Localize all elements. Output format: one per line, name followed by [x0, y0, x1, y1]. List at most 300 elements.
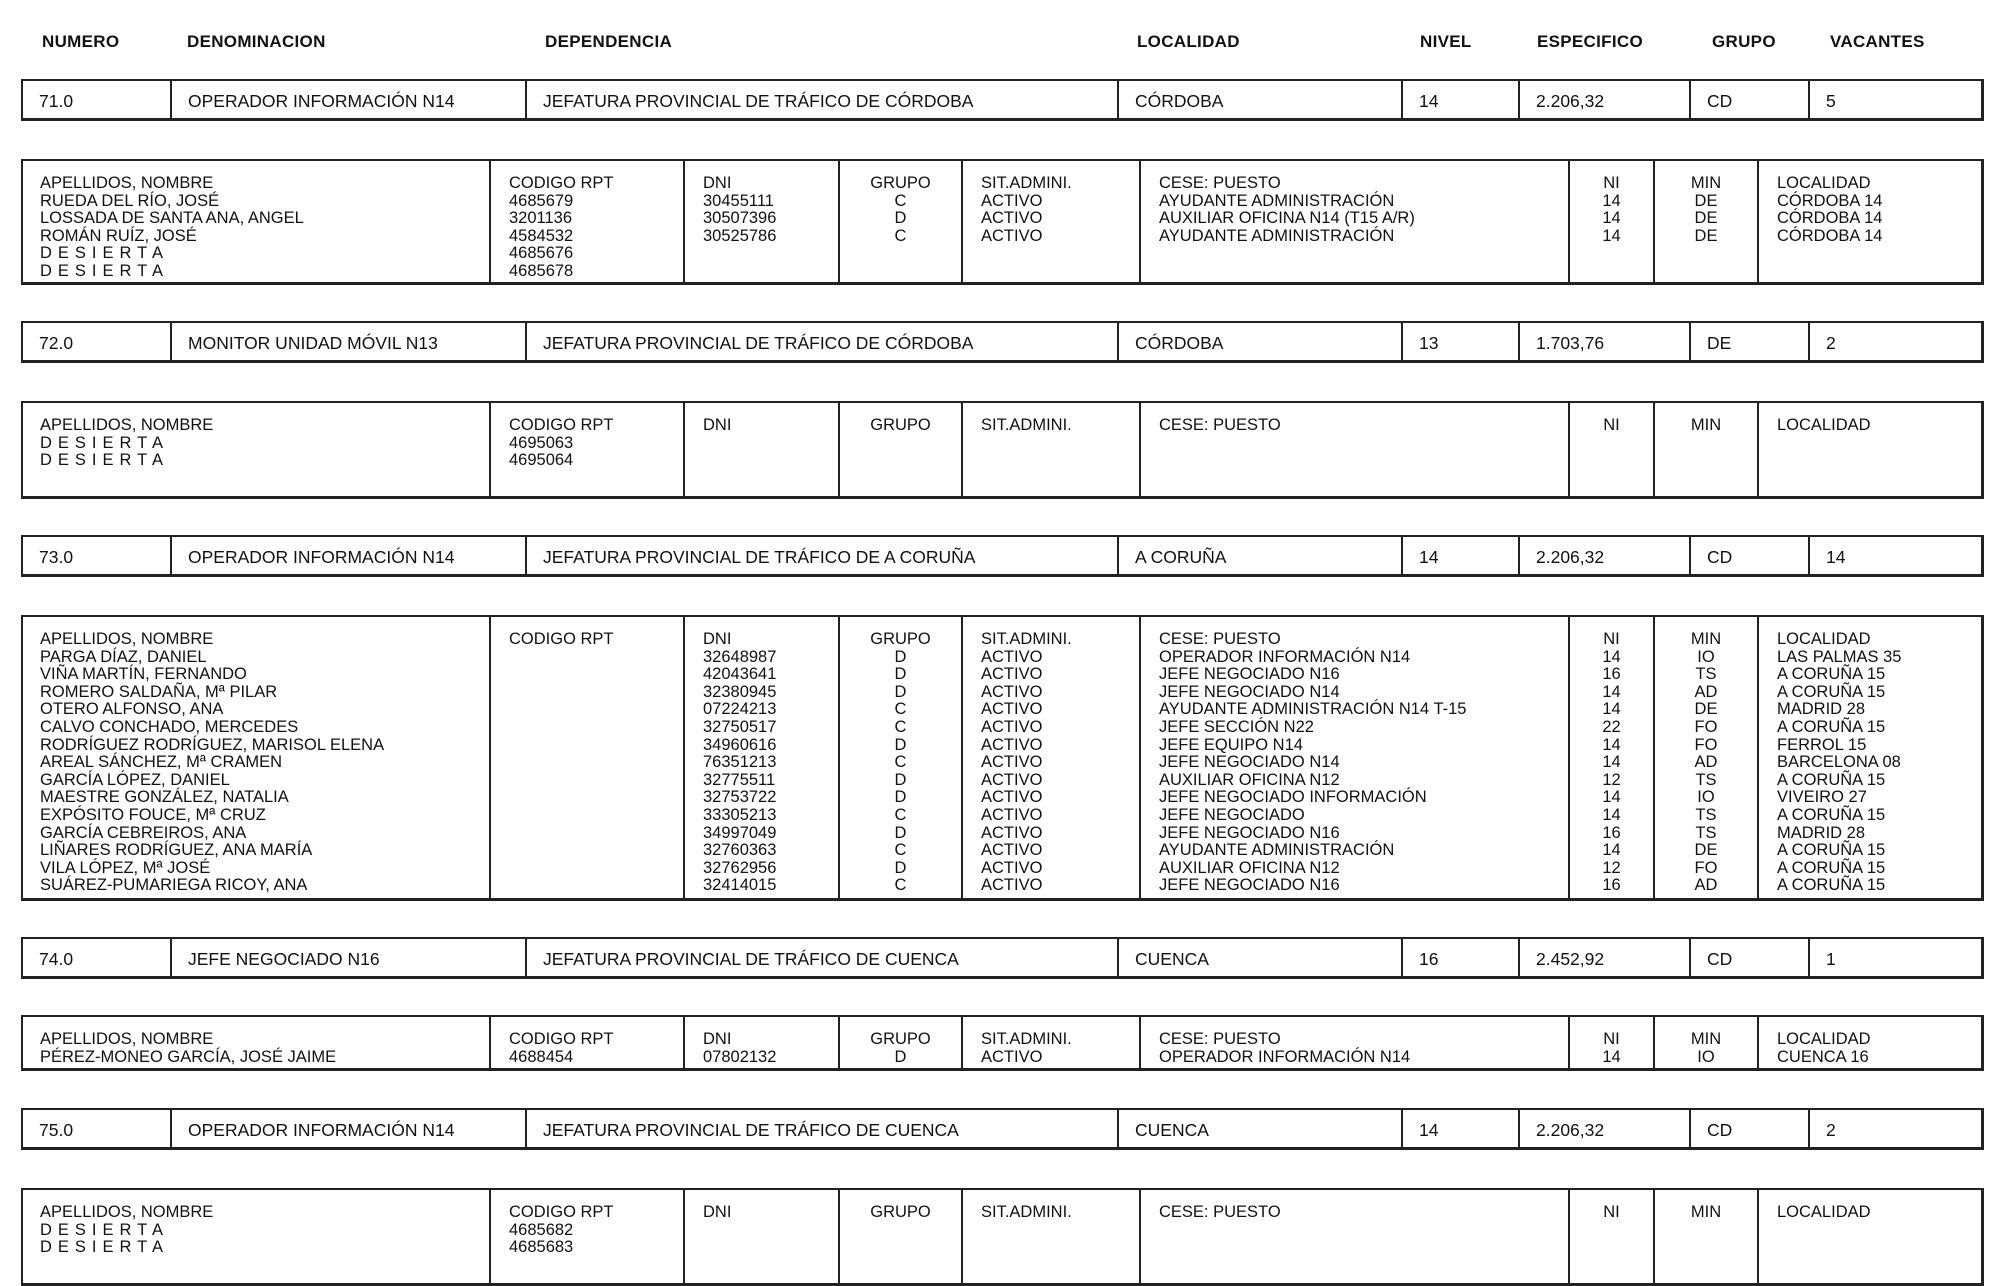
post-vacantes: 2	[1808, 1110, 1986, 1147]
candidate-cell-grupo: D	[894, 858, 907, 877]
candidate-cell-dni	[703, 1222, 838, 1240]
column-grupo	[838, 617, 961, 898]
column-localidad	[1757, 161, 1986, 282]
candidate-cell-localidad: A CORUÑA 15	[1777, 665, 1886, 684]
candidate-cell-ni: 14	[1602, 191, 1621, 210]
candidate-cell-apellidos: CALVO CONCHADO, MERCEDES	[40, 717, 299, 736]
candidate-cell-codigo: 4584532	[509, 226, 574, 245]
candidate-cell-localidad: FERROL 15	[1777, 735, 1867, 754]
candidate-cell-cese	[1159, 452, 1568, 470]
candidate-cell-cese	[1159, 245, 1568, 263]
column-sit	[961, 1190, 1139, 1283]
candidate-cell-dni: 34960616	[703, 735, 777, 754]
candidate-cell-grupo: D	[894, 770, 907, 789]
column-localidad	[1757, 617, 1986, 898]
candidate-cell-sit: ACTIVO	[981, 788, 1043, 807]
candidate-cell-ni: 12	[1602, 858, 1621, 877]
column-dni	[683, 1190, 838, 1283]
candidate-cell-cese: AYUDANTE ADMINISTRACIÓN	[1159, 841, 1395, 860]
candidate-cell-min: DE	[1694, 841, 1718, 860]
candidate-cell-codigo: 3201136	[509, 209, 573, 228]
candidate-cell-cese: OPERADOR INFORMACIÓN N14	[1159, 1047, 1411, 1066]
candidate-cell-ni: 14	[1602, 841, 1621, 860]
post-especifico: 2.206,32	[1518, 81, 1689, 118]
candidate-cell-min	[1655, 435, 1757, 453]
column-header-sit: SIT.ADMINI.	[981, 630, 1072, 648]
candidate-cell-dni: 76351213	[703, 753, 777, 772]
post-row	[21, 321, 1984, 363]
candidate-cell-apellidos: EXPÓSITO FOUCE, Mª CRUZ	[40, 805, 266, 824]
post-dependencia: JEFATURA PROVINCIAL DE TRÁFICO DE CUENCA	[525, 1110, 1117, 1147]
column-header-dni: DNI	[703, 630, 732, 648]
column-header-codigo: CODIGO RPT	[509, 174, 614, 192]
candidate-cell-apellidos: MAESTRE GONZÁLEZ, NATALIA	[40, 788, 289, 807]
candidate-cell-grupo	[840, 245, 961, 263]
candidate-cell-apellidos: RODRÍGUEZ RODRÍGUEZ, MARISOL ELENA	[40, 735, 385, 754]
column-header-cese: CESE: PUESTO	[1159, 1030, 1281, 1048]
candidate-cell-grupo	[840, 435, 961, 453]
candidate-cell-min: FO	[1694, 717, 1718, 736]
column-header-row	[0, 32, 2000, 58]
candidate-cell-min: DE	[1694, 209, 1718, 228]
candidate-cell-dni: 32648987	[703, 647, 777, 666]
column-header-min: MIN	[1690, 416, 1722, 434]
post-nivel: 14	[1401, 537, 1518, 574]
column-codigo	[489, 617, 683, 898]
post-denominacion: MONITOR UNIDAD MÓVIL N13	[170, 323, 525, 360]
candidate-cell-grupo: C	[894, 226, 907, 245]
post-vacantes: 14	[1808, 537, 1986, 574]
candidate-cell-dni: 33305213	[703, 805, 777, 824]
column-header-ni: NI	[1603, 630, 1620, 648]
candidate-cell-dni	[703, 1239, 838, 1257]
candidate-cell-ni: 16	[1602, 665, 1621, 684]
candidate-cell-localidad: A CORUÑA 15	[1777, 682, 1886, 701]
candidate-cell-cese: JEFE SECCIÓN N22	[1159, 717, 1314, 736]
column-header-codigo: CODIGO RPT	[509, 1030, 614, 1048]
candidate-cell-ni: 12	[1602, 770, 1621, 789]
candidates-table	[21, 1188, 1984, 1286]
post-numero: 73.0	[39, 547, 74, 567]
candidate-cell-ni: 14	[1602, 700, 1621, 719]
column-header-localidad: LOCALIDAD	[1777, 630, 1871, 648]
post-localidad: CÓRDOBA	[1117, 81, 1401, 118]
candidate-cell-localidad: A CORUÑA 15	[1777, 717, 1886, 736]
candidate-cell-cese: AUXILIAR OFICINA N14 (T15 A/R)	[1159, 209, 1415, 228]
post-denominacion: OPERADOR INFORMACIÓN N14	[170, 537, 525, 574]
column-sit	[961, 1017, 1139, 1068]
candidate-cell-dni	[703, 452, 838, 470]
column-min	[1653, 161, 1757, 282]
candidate-cell-dni: 30525786	[703, 226, 777, 245]
candidate-cell-grupo: C	[894, 876, 907, 895]
candidate-cell-min: FO	[1694, 735, 1718, 754]
column-apellidos	[23, 1190, 489, 1283]
column-header-codigo: CODIGO RPT	[509, 416, 614, 434]
column-codigo	[489, 161, 683, 282]
column-header-localidad: LOCALIDAD	[1777, 1030, 1871, 1048]
candidate-cell-dni: 30455111	[703, 191, 774, 210]
candidate-cell-sit: ACTIVO	[981, 647, 1043, 666]
candidate-cell-codigo	[509, 649, 683, 667]
candidate-cell-apellidos: LOSSADA DE SANTA ANA, ANGEL	[40, 209, 304, 228]
column-header-dni: DNI	[703, 1030, 732, 1048]
candidate-cell-codigo	[509, 737, 683, 755]
column-min	[1653, 1017, 1757, 1068]
candidate-cell-grupo: D	[894, 1047, 907, 1066]
header-grupo: GRUPO	[1712, 32, 1776, 51]
column-ni	[1568, 1017, 1653, 1068]
post-especifico: 2.206,32	[1518, 1110, 1689, 1147]
candidate-cell-cese: AYUDANTE ADMINISTRACIÓN	[1159, 191, 1395, 210]
candidate-cell-localidad: CÓRDOBA 14	[1777, 226, 1883, 245]
candidate-cell-sit	[981, 452, 1139, 470]
column-header-grupo: GRUPO	[870, 1030, 931, 1048]
candidate-cell-apellidos: SUÁREZ-PUMARIEGA RICOY, ANA	[40, 876, 308, 895]
header-numero: NUMERO	[42, 32, 120, 51]
column-header-dni: DNI	[703, 416, 732, 434]
header-denominacion: DENOMINACION	[187, 32, 326, 51]
candidate-cell-grupo	[840, 263, 961, 281]
candidate-cell-localidad: A CORUÑA 15	[1777, 770, 1886, 789]
post-localidad: CUENCA	[1117, 1110, 1401, 1147]
column-min	[1653, 403, 1757, 496]
candidate-cell-codigo: 4685683	[509, 1238, 574, 1257]
column-cese	[1139, 617, 1568, 898]
candidates-table	[21, 401, 1984, 499]
column-header-apellidos: APELLIDOS, NOMBRE	[40, 1030, 214, 1048]
column-header-localidad: LOCALIDAD	[1777, 174, 1871, 192]
candidate-cell-grupo: C	[894, 717, 907, 736]
post-especifico: 1.703,76	[1518, 323, 1689, 360]
candidate-cell-dni	[703, 263, 838, 281]
column-apellidos	[23, 617, 489, 898]
candidate-cell-cese: AUXILIAR OFICINA N12	[1159, 770, 1340, 789]
candidate-cell-localidad: A CORUÑA 15	[1777, 858, 1886, 877]
column-apellidos	[23, 403, 489, 496]
candidate-cell-ni: 14	[1602, 1047, 1621, 1066]
candidate-cell-ni: 14	[1602, 682, 1621, 701]
post-localidad: CÓRDOBA	[1117, 323, 1401, 360]
column-codigo	[489, 1190, 683, 1283]
candidate-cell-cese	[1159, 1222, 1568, 1240]
candidate-cell-sit: ACTIVO	[981, 858, 1043, 877]
post-numero: 75.0	[39, 1120, 74, 1140]
candidate-cell-grupo: D	[894, 823, 907, 842]
candidate-cell-cese: JEFE NEGOCIADO INFORMACIÓN	[1159, 788, 1427, 807]
candidate-cell-min: DE	[1694, 226, 1718, 245]
column-header-codigo: CODIGO RPT	[509, 630, 614, 648]
candidate-cell-grupo	[840, 452, 961, 470]
candidate-cell-sit: ACTIVO	[981, 823, 1043, 842]
column-header-cese: CESE: PUESTO	[1159, 1203, 1281, 1221]
column-ni	[1568, 403, 1653, 496]
column-codigo	[489, 1017, 683, 1068]
candidate-cell-ni: 14	[1602, 753, 1621, 772]
candidate-cell-sit: ACTIVO	[981, 805, 1043, 824]
candidate-cell-dni: 32753722	[703, 788, 777, 807]
column-grupo	[838, 403, 961, 496]
column-cese	[1139, 403, 1568, 496]
column-ni	[1568, 617, 1653, 898]
column-header-codigo: CODIGO RPT	[509, 1203, 614, 1221]
candidate-cell-codigo: 4695064	[509, 451, 574, 470]
column-header-cese: CESE: PUESTO	[1159, 630, 1281, 648]
candidate-cell-codigo: 4685679	[509, 191, 574, 210]
post-dependencia: JEFATURA PROVINCIAL DE TRÁFICO DE CUENCA	[525, 939, 1117, 976]
candidate-cell-ni	[1570, 245, 1653, 263]
post-especifico: 2.452,92	[1518, 939, 1689, 976]
candidate-cell-sit	[981, 1222, 1139, 1240]
candidate-cell-min: IO	[1697, 788, 1715, 807]
candidate-cell-min: IO	[1697, 647, 1715, 666]
column-header-min: MIN	[1690, 1030, 1722, 1048]
candidate-cell-sit	[981, 263, 1139, 281]
candidate-cell-min: AD	[1694, 876, 1718, 895]
candidate-cell-min: DE	[1694, 700, 1718, 719]
candidate-cell-apellidos: DESIERTA	[40, 1238, 169, 1257]
post-especifico: 2.206,32	[1518, 537, 1689, 574]
candidate-cell-codigo	[509, 719, 683, 737]
column-min	[1653, 617, 1757, 898]
candidate-cell-cese	[1159, 1239, 1568, 1257]
candidate-cell-sit: ACTIVO	[981, 700, 1043, 719]
column-header-localidad: LOCALIDAD	[1777, 1203, 1871, 1221]
candidate-cell-sit: ACTIVO	[981, 209, 1043, 228]
candidate-cell-apellidos: VIÑA MARTÍN, FERNANDO	[40, 665, 247, 684]
candidate-cell-localidad	[1777, 263, 1986, 281]
candidate-cell-grupo: C	[894, 191, 907, 210]
candidate-cell-apellidos: PARGA DÍAZ, DANIEL	[40, 647, 207, 666]
candidate-cell-apellidos: DESIERTA	[40, 1220, 169, 1239]
candidate-cell-localidad: CÓRDOBA 14	[1777, 209, 1883, 228]
candidate-cell-codigo	[509, 789, 683, 807]
header-nivel: NIVEL	[1420, 32, 1472, 51]
candidate-cell-localidad	[1777, 1239, 1986, 1257]
candidate-cell-sit: ACTIVO	[981, 1047, 1043, 1066]
column-header-sit: SIT.ADMINI.	[981, 174, 1072, 192]
candidate-cell-apellidos: AREAL SÁNCHEZ, Mª CRAMEN	[40, 753, 283, 772]
column-cese	[1139, 1017, 1568, 1068]
column-sit	[961, 161, 1139, 282]
candidate-cell-min	[1655, 1239, 1757, 1257]
candidate-cell-grupo	[840, 1239, 961, 1257]
column-header-sit: SIT.ADMINI.	[981, 416, 1072, 434]
candidate-cell-apellidos: GARCÍA LÓPEZ, DANIEL	[40, 770, 230, 789]
candidate-cell-sit: ACTIVO	[981, 717, 1043, 736]
candidate-cell-sit	[981, 435, 1139, 453]
column-header-grupo: GRUPO	[870, 630, 931, 648]
candidate-cell-localidad: VIVEIRO 27	[1777, 788, 1867, 807]
column-header-min: MIN	[1690, 1203, 1722, 1221]
candidate-cell-min: TS	[1695, 770, 1717, 789]
candidate-cell-dni: 32760363	[703, 841, 777, 860]
candidate-cell-min: FO	[1694, 858, 1718, 877]
column-cese	[1139, 1190, 1568, 1283]
candidate-cell-grupo: C	[894, 841, 907, 860]
candidate-cell-apellidos: DESIERTA	[40, 244, 169, 263]
candidate-cell-grupo: D	[894, 735, 907, 754]
candidate-cell-dni: 30507396	[703, 209, 777, 228]
candidate-cell-min: TS	[1695, 823, 1717, 842]
column-header-ni: NI	[1603, 1203, 1620, 1221]
candidate-cell-min	[1655, 452, 1757, 470]
candidate-cell-ni: 14	[1602, 226, 1621, 245]
column-header-ni: NI	[1603, 1030, 1620, 1048]
post-row	[21, 79, 1984, 121]
column-header-cese: CESE: PUESTO	[1159, 416, 1281, 434]
column-header-sit: SIT.ADMINI.	[981, 1203, 1072, 1221]
candidate-cell-min	[1655, 1222, 1757, 1240]
candidate-cell-cese: JEFE NEGOCIADO N16	[1159, 876, 1340, 895]
candidate-cell-localidad: LAS PALMAS 35	[1777, 647, 1902, 666]
column-dni	[683, 617, 838, 898]
post-grupo: DE	[1689, 323, 1808, 360]
candidate-cell-codigo	[509, 754, 683, 772]
header-localidad: LOCALIDAD	[1137, 32, 1240, 51]
candidate-cell-cese: JEFE EQUIPO N14	[1159, 735, 1303, 754]
candidate-cell-min: DE	[1694, 191, 1718, 210]
candidate-cell-dni: 32775511	[703, 770, 776, 789]
post-row	[21, 535, 1984, 577]
post-dependencia: JEFATURA PROVINCIAL DE TRÁFICO DE CÓRDOBA	[525, 323, 1117, 360]
candidate-cell-cese	[1159, 435, 1568, 453]
post-dependencia: JEFATURA PROVINCIAL DE TRÁFICO DE A CORUÑA	[525, 537, 1117, 574]
candidate-cell-min	[1655, 263, 1757, 281]
column-cese	[1139, 161, 1568, 282]
candidate-cell-codigo	[509, 772, 683, 790]
candidate-cell-dni: 32414015	[703, 876, 777, 895]
candidate-cell-dni: 32750517	[703, 717, 777, 736]
candidate-cell-apellidos: DESIERTA	[40, 433, 169, 452]
post-denominacion: OPERADOR INFORMACIÓN N14	[170, 81, 525, 118]
column-ni	[1568, 1190, 1653, 1283]
post-vacantes: 5	[1808, 81, 1986, 118]
post-localidad: A CORUÑA	[1117, 537, 1401, 574]
candidate-cell-min: IO	[1697, 1047, 1715, 1066]
candidate-cell-localidad: CUENCA 16	[1777, 1047, 1869, 1066]
candidate-cell-ni	[1570, 1239, 1653, 1257]
candidate-cell-grupo: C	[894, 805, 907, 824]
candidate-cell-localidad: CÓRDOBA 14	[1777, 191, 1883, 210]
candidate-cell-localidad	[1777, 435, 1986, 453]
candidate-cell-apellidos: GARCÍA CEBREIROS, ANA	[40, 823, 247, 842]
candidate-cell-codigo	[509, 877, 683, 895]
candidate-cell-sit: ACTIVO	[981, 735, 1043, 754]
candidate-cell-ni: 14	[1602, 647, 1621, 666]
column-localidad	[1757, 403, 1986, 496]
candidate-cell-codigo	[509, 701, 683, 719]
column-header-apellidos: APELLIDOS, NOMBRE	[40, 630, 214, 648]
column-header-dni: DNI	[703, 1203, 732, 1221]
candidate-cell-localidad: A CORUÑA 15	[1777, 841, 1886, 860]
candidate-cell-ni: 14	[1602, 788, 1621, 807]
candidate-cell-grupo: D	[894, 788, 907, 807]
candidate-cell-grupo: D	[894, 665, 907, 684]
post-numero: 71.0	[39, 91, 74, 111]
candidate-cell-dni: 32762956	[703, 858, 777, 877]
candidate-cell-grupo: C	[894, 753, 907, 772]
column-header-localidad: LOCALIDAD	[1777, 416, 1871, 434]
column-sit	[961, 403, 1139, 496]
candidate-cell-grupo: C	[894, 700, 907, 719]
post-grupo: CD	[1689, 537, 1808, 574]
candidate-cell-codigo	[509, 825, 683, 843]
candidate-cell-localidad: A CORUÑA 15	[1777, 876, 1886, 895]
column-sit	[961, 617, 1139, 898]
candidate-cell-codigo: 4685678	[509, 261, 574, 280]
candidate-cell-cese: JEFE NEGOCIADO N16	[1159, 665, 1340, 684]
post-nivel: 13	[1401, 323, 1518, 360]
candidate-cell-codigo	[509, 666, 683, 684]
candidate-cell-cese: JEFE NEGOCIADO N14	[1159, 682, 1340, 701]
candidate-cell-codigo: 4685682	[509, 1220, 574, 1239]
candidate-cell-cese: JEFE NEGOCIADO N14	[1159, 753, 1340, 772]
column-grupo	[838, 1017, 961, 1068]
candidate-cell-sit	[981, 245, 1139, 263]
candidate-cell-codigo: 4688454	[509, 1047, 574, 1066]
candidate-cell-dni: 32380945	[703, 682, 777, 701]
column-header-cese: CESE: PUESTO	[1159, 174, 1281, 192]
candidate-cell-localidad: BARCELONA 08	[1777, 753, 1901, 772]
candidate-cell-min: AD	[1694, 682, 1718, 701]
candidate-cell-localidad	[1777, 1222, 1986, 1240]
post-grupo: CD	[1689, 939, 1808, 976]
candidate-cell-apellidos: DESIERTA	[40, 451, 169, 470]
candidate-cell-ni: 22	[1602, 717, 1621, 736]
candidate-cell-dni	[703, 435, 838, 453]
candidate-cell-apellidos: RUEDA DEL RÍO, JOSÉ	[40, 191, 220, 210]
post-grupo: CD	[1689, 81, 1808, 118]
post-grupo: CD	[1689, 1110, 1808, 1147]
candidate-cell-cese: JEFE NEGOCIADO N16	[1159, 823, 1340, 842]
candidate-cell-grupo: D	[894, 647, 907, 666]
candidate-cell-ni	[1570, 435, 1653, 453]
candidate-cell-localidad: A CORUÑA 15	[1777, 805, 1886, 824]
candidate-cell-dni: 34997049	[703, 823, 777, 842]
post-row	[21, 1108, 1984, 1150]
candidate-cell-cese: AYUDANTE ADMINISTRACIÓN N14 T-15	[1159, 700, 1467, 719]
candidate-cell-dni: 07224213	[703, 700, 777, 719]
column-min	[1653, 1190, 1757, 1283]
candidate-cell-codigo	[509, 684, 683, 702]
column-header-min: MIN	[1690, 174, 1722, 192]
post-dependencia: JEFATURA PROVINCIAL DE TRÁFICO DE CÓRDOBA	[525, 81, 1117, 118]
column-header-apellidos: APELLIDOS, NOMBRE	[40, 1203, 214, 1221]
candidate-cell-cese: AYUDANTE ADMINISTRACIÓN	[1159, 226, 1395, 245]
candidate-cell-sit	[981, 1239, 1139, 1257]
candidate-cell-min: AD	[1694, 753, 1718, 772]
column-apellidos	[23, 1017, 489, 1068]
candidate-cell-apellidos: LIÑARES RODRÍGUEZ, ANA MARÍA	[40, 841, 313, 860]
post-vacantes: 1	[1808, 939, 1986, 976]
candidate-cell-sit: ACTIVO	[981, 665, 1043, 684]
candidate-cell-apellidos: ROMERO SALDAÑA, Mª PILAR	[40, 682, 278, 701]
column-grupo	[838, 161, 961, 282]
post-nivel: 14	[1401, 1110, 1518, 1147]
candidate-cell-dni	[703, 245, 838, 263]
candidate-cell-localidad	[1777, 452, 1986, 470]
post-localidad: CUENCA	[1117, 939, 1401, 976]
candidate-cell-dni: 07802132	[703, 1047, 777, 1066]
candidate-cell-cese: AUXILIAR OFICINA N12	[1159, 858, 1340, 877]
candidate-cell-sit: ACTIVO	[981, 770, 1043, 789]
candidate-cell-codigo	[509, 860, 683, 878]
column-header-grupo: GRUPO	[870, 174, 931, 192]
column-header-dni: DNI	[703, 174, 732, 192]
candidate-cell-cese	[1159, 263, 1568, 281]
column-dni	[683, 1017, 838, 1068]
